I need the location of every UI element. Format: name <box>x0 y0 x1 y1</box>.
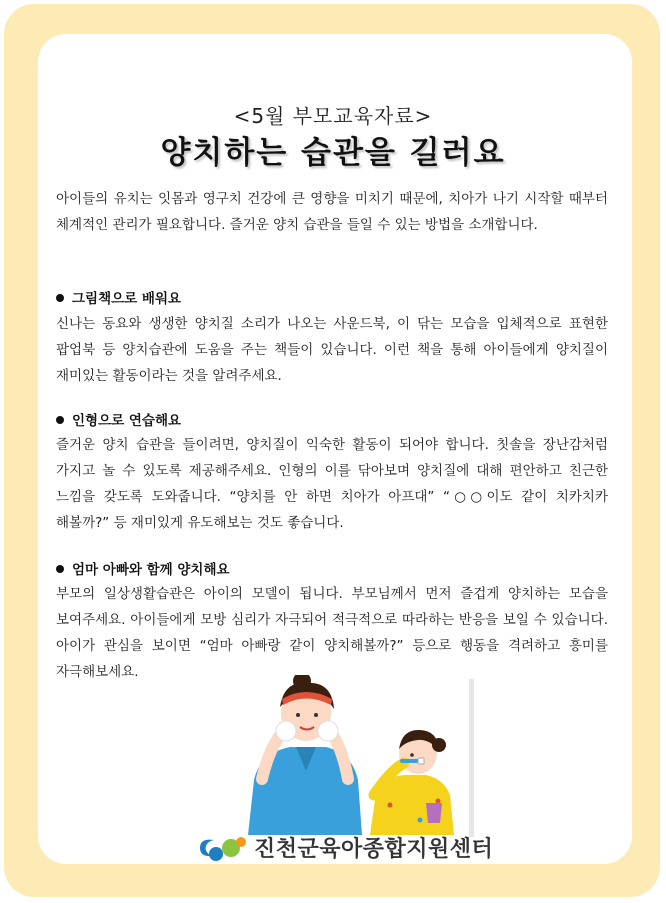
section-heading-label: 엄마 아빠와 함께 양치해요 <box>72 562 230 578</box>
page-title: 양치하는 습관을 길러요 <box>160 135 506 171</box>
section-body-dolls: 즐거운 양치 습관을 들이려면, 양치질이 익숙한 활동이 되어야 합니다. 칫솔을 장난감처럼 가지고 놀 수 있도록 제공해주세요. 인형의 이를 닦아보며 양치질에 대해 편안하고 친근한 느낌을 갖도록 도와줍니다. “양치를 안 하면 치아가 아프대” “○○이도 같이 치카치카 해볼까?” 등 재미있게 유도해보는 것도 좋습니다. <box>56 437 608 531</box>
tooth-brushing-illustration <box>240 675 470 839</box>
section-heading-parents <box>56 558 230 578</box>
section-body-picture-books: 신나는 동요와 생생한 양치질 소리가 나오는 사운드북, 이 닦는 모습을 입체적으로 표현한 팝업북 등 양치습관에 도움을 주는 책들이 있습니다. 이런 책을 통해 아이들에게 양치질이 재미있는 활동이라는 것을 알려주세요. <box>56 316 608 384</box>
section-heading-picture-books <box>56 287 181 307</box>
center-logo-icon <box>196 834 248 862</box>
bullet-icon <box>56 416 64 424</box>
section-body-parents: 부모의 일상생활습관은 아이의 모델이 됩니다. 부모님께서 먼저 즐겁게 양치하는 모습을 보여주세요. 아이들에게 모방 심리가 자극되어 적극적으로 따라하는 반응을 보일 수 있습니다. 아이가 관심을 보이면 “엄마 아빠랑 같이 양치해볼까?” 등으로 행동을 격려하고 흥미를 자극해보세요. <box>56 586 608 680</box>
bullet-icon <box>56 294 64 302</box>
page-subtitle: <5월 부모교육자료> <box>233 104 433 128</box>
tooth-brushing-svg <box>240 675 470 835</box>
section-heading-dolls <box>56 409 181 429</box>
footer-organization <box>196 832 493 863</box>
bullet-icon <box>56 565 64 573</box>
intro-paragraph: 아이들의 유치는 잇몸과 영구치 건강에 큰 영향을 미치기 때문에, 치아가 나기 시작할 때부터 체계적인 관리가 필요합니다. 즐거운 양치 습관을 들일 수 있는 방법을 소개합니다. <box>56 191 608 233</box>
section-heading-label: 인형으로 연습해요 <box>72 413 182 429</box>
org-name: 진천군육아종합지원센터 <box>254 837 494 862</box>
section-heading-label: 그림책으로 배워요 <box>72 291 182 307</box>
